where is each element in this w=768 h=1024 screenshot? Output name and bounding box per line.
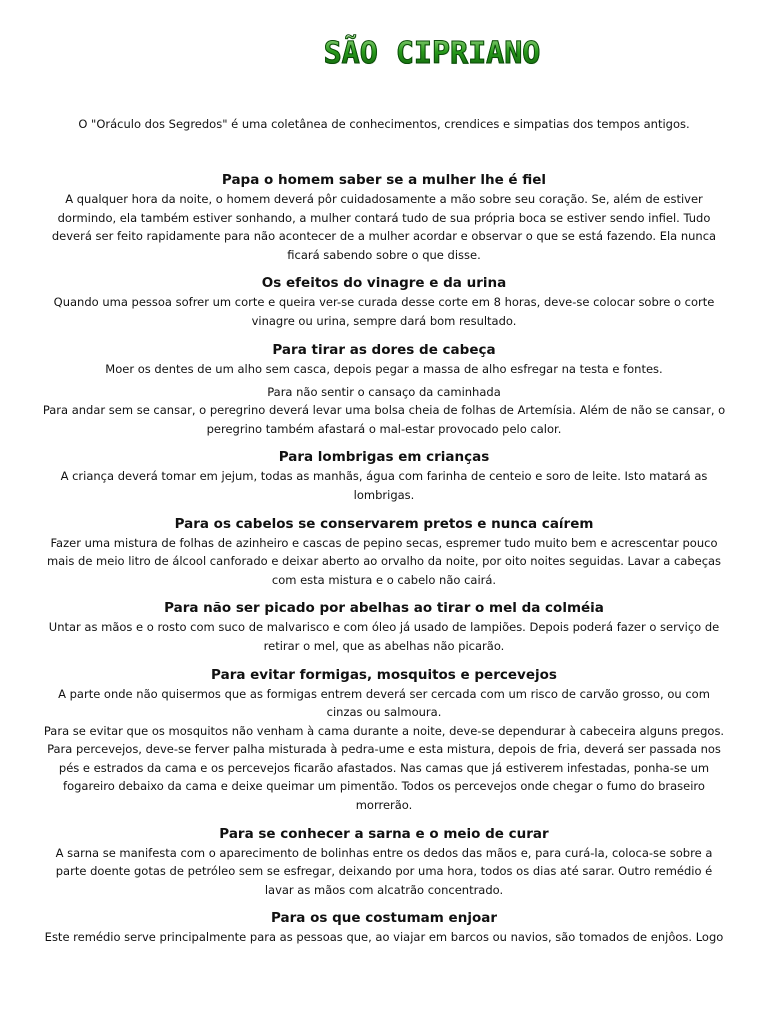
section-heading: Os efeitos do vinagre e da urina (261, 275, 507, 292)
intro-text: O "Oráculo dos Segredos" é uma coletânea de conhecimentos, crendices e simpatias dos tempos antigos. (78, 117, 690, 131)
section-paragraph: Fazer uma mistura de folhas de azinheiro e cascas de pepino secas, espremer tudo muito bem e acrescentar pouco mais de meio litro de álcool canforado e deixar aberto ao orvalho da noite, por oito noites seguidas. Lavar a cabeças com esta mistura e o cabelo não cairá. (46, 535, 722, 587)
section-scabies (40, 825, 728, 900)
section-seasickness (40, 909, 728, 947)
section-heading: Para evitar formigas, mosquitos e percevejos (211, 666, 557, 683)
section-hair (40, 515, 728, 590)
section-heading: Papa o homem saber se a mulher lhe é fiel (221, 172, 547, 188)
section-paragraph: Para andar sem se cansar, o peregrino deverá levar uma bolsa cheia de folhas de Artemísia. Além de não se cansar, o peregrino também afastará o mal-estar provocado pelo calor. (42, 403, 726, 436)
section-paragraph: Para se evitar que os mosquitos não venham à cama durante a noite, deve-se dependurar à cabeceira alguns pregos. Para percevejos, deve-se ferver palha misturada à pedra-ume e esta mistura, depois de fria, deverá ser passada nos pés e estrados da cama e os percevejos ficarão afastados. Nas camas que já estiverem infestadas, ponha-se um fogareiro debaixo da cama e deixe queimar um pimentão. Todos os percevejos onde chegar o fumo do braseiro morrerão. (43, 723, 725, 813)
section-heading: Para não ser picado por abelhas ao tirar o mel da colméia (164, 600, 604, 617)
section-walking-fatigue (40, 384, 728, 438)
section-paragraph: A sarna se manifesta com o aparecimento de bolinhas entre os dedos das mãos e, para curá-la, coloca-se sobre a parte doente gotas de petróleo sem se esfregar, deixando por uma hora, todos os dias até sarar. Outro remédio é lavar as mãos com alcatrão concentrado. (55, 845, 713, 897)
section-body (40, 685, 728, 815)
section-heading: Para tirar as dores de cabeça (272, 341, 496, 358)
section-paragraph: A qualquer hora da noite, o homem deverá pôr cuidadosamente a mão sobre seu coração. Se, além de estiver dormindo, ela também estiver sonhando, a mulher contará tudo de sua própria boca se estiver sendo infiel. Tudo deverá ser feito rapidamente para não acontecer de a mulher acordar e observar o que se está fazendo. Ela nunca ficará sabendo sobre o que disse. (51, 192, 717, 262)
section-body (40, 190, 728, 264)
title-wrapper (0, 36, 768, 71)
section-heading: Para se conhecer a sarna e o meio de curar (219, 825, 549, 842)
document-title: SÃO CIPRIANO (323, 36, 541, 71)
document-content (40, 171, 728, 957)
section-heading: Para os que costumam enjoar (270, 910, 497, 927)
section-paragraph: Este remédio serve principalmente para as pessoas que, ao viajar em barcos ou navios, são tomados de enjôos. Logo (44, 930, 724, 945)
section-fidelity (40, 171, 728, 264)
section-paragraph: Moer os dentes de um alho sem casca, depois pegar a massa de alho esfregar na testa e fontes. (105, 361, 663, 376)
section-body (40, 844, 728, 900)
section-body (40, 401, 728, 438)
section-bees (40, 599, 728, 655)
section-body (40, 467, 728, 504)
section-headache (40, 341, 728, 379)
section-body (40, 293, 728, 330)
section-heading: Para os cabelos se conservarem pretos e nunca caírem (174, 515, 594, 532)
section-vinegar-urine (40, 274, 728, 330)
section-body (40, 928, 728, 947)
section-paragraph: A criança deverá tomar em jejum, todas as manhãs, água com farinha de centeio e soro de leite. Isto matará as lombrigas. (60, 469, 708, 502)
section-heading: Para não sentir o cansaço da caminhada (267, 385, 501, 400)
section-paragraph: A parte onde não quisermos que as formigas entrem deverá ser cercada com um risco de carvão grosso, ou com cinzas ou salmoura. (58, 686, 710, 720)
section-body (40, 534, 728, 590)
section-paragraph: Quando uma pessoa sofrer um corte e queira ver-se curada desse corte em 8 horas, deve-se colocar sobre o corte vinagre ou urina, sempre dará bom resultado. (53, 295, 715, 328)
section-worms (40, 448, 728, 504)
section-heading: Para lombrigas em crianças (278, 449, 490, 466)
section-insects (40, 666, 728, 815)
section-body (40, 360, 728, 379)
section-body (40, 618, 728, 655)
section-paragraph: Untar as mãos e o rosto com suco de malvarisco e com óleo já usado de lampiões. Depois poderá fazer o serviço de retirar o mel, que as abelhas não picarão. (48, 620, 720, 653)
